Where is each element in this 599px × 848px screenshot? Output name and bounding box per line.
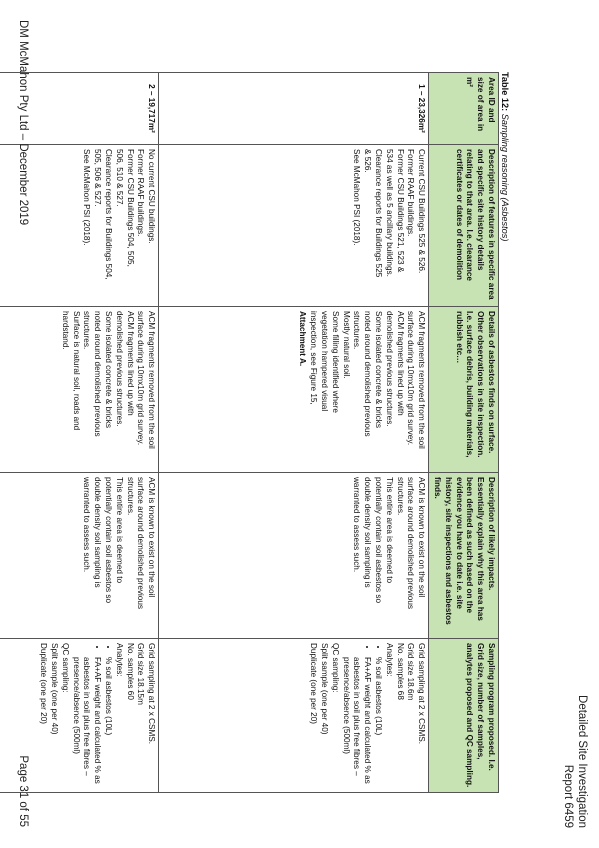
finds-line: Surface is natural soil, roads and xyxy=(71,311,81,431)
impacts-line: This entire area is deemed to xyxy=(384,477,394,584)
qc-line: QC sampling: xyxy=(60,643,70,693)
report-header xyxy=(561,695,589,828)
likely-impacts-cell xyxy=(159,473,429,639)
table-header-row xyxy=(429,73,499,793)
qc-line: Duplicate (one per 20) xyxy=(39,643,49,725)
table-row xyxy=(159,73,429,793)
table-caption-text: Sampling reasoning (Asbestos) xyxy=(500,113,510,242)
description-line: See McMahon PSI (2018). xyxy=(82,149,92,246)
footer-page-number: Page 31 of 55 xyxy=(17,755,29,827)
impacts-line: ACM is known to exist on the soil xyxy=(417,477,427,598)
sampling-line: No. samples 68 xyxy=(395,643,405,700)
impacts-line: structures. xyxy=(125,477,135,516)
sampling-line: Grid size 18.6m xyxy=(406,643,416,701)
likely-impacts-cell xyxy=(0,473,159,639)
impacts-line: double density soil sampling is xyxy=(363,477,373,588)
description-line: Former RAAF buildings. xyxy=(406,149,416,237)
finds-line: ACM fragments lined up with xyxy=(395,311,405,416)
sampling-line: No. samples 60 xyxy=(125,643,135,700)
area-description-cell xyxy=(159,145,429,307)
description-line: Former CSU Buildings 521, 523 & xyxy=(395,149,405,273)
qc-line: Split sample (one per 40) xyxy=(50,643,60,735)
sampling-program-cell xyxy=(159,639,429,793)
impacts-line: surface around demolished previous xyxy=(406,477,416,609)
asbestos-finds-cell xyxy=(0,307,159,473)
impacts-line: potentially contain soil asbestos so xyxy=(104,477,114,604)
description-line: Former CSU Buildings 504, 505, xyxy=(125,149,135,267)
impacts-line: warranted to assess such. xyxy=(82,477,92,573)
column-header-area: Area ID and size of area in m² xyxy=(429,73,499,145)
sampling-line: Analytes: xyxy=(114,643,124,677)
table-caption-label: Table 12: xyxy=(500,72,510,112)
impacts-line: surface around demolished previous xyxy=(136,477,146,609)
finds-line: Some filling identified where xyxy=(330,311,340,413)
description-line: Clearance reports for Buildings 525 xyxy=(374,149,384,278)
description-line: & 526. xyxy=(363,149,373,173)
area-id: 2 – 19,717m² xyxy=(0,73,159,145)
description-line: Former RAAF buildings. xyxy=(136,149,146,237)
impacts-line: potentially contain soil asbestos so xyxy=(374,477,384,604)
sampling-reasoning-table xyxy=(0,72,499,793)
sampling-line: Grid sampling at 2 x CSMS. xyxy=(147,643,157,745)
finds-line: Some isolated concrete & bricks xyxy=(104,311,114,428)
sampling-line: Grid size 18.15m xyxy=(136,643,146,705)
analytes-list xyxy=(340,643,383,788)
impacts-line: warranted to assess such. xyxy=(352,477,362,573)
finds-line: hardstand. xyxy=(60,311,70,350)
impacts-line: double density soil sampling is xyxy=(93,477,103,588)
qc-line: Duplicate (one per 20) xyxy=(309,643,319,725)
footer-company-date: DM McMahon Pty Ltd – December 2019 xyxy=(17,20,29,226)
column-header-finds: Details of asbestos finds on surface. Other observations in site inspection. I.e. surface debris, building materials, rubbish etc… xyxy=(429,307,499,473)
finds-line: inspection, see Figure 15, xyxy=(309,311,319,405)
impacts-line: This entire area is deemed to xyxy=(114,477,124,584)
analyte-item: • % soil asbestos (10L) xyxy=(372,657,383,788)
qc-line: QC sampling: xyxy=(330,643,340,693)
finds-line: ACM fragments lined up with xyxy=(125,311,135,416)
description-line: Clearance reports for Buildings 504, xyxy=(104,149,114,280)
finds-line: noted around demolished previous xyxy=(363,311,373,437)
column-header-impacts: Description of likely impacts. Essentially explain why this area has been defined as such based on the evidence you have to date i.e. site history, site inspections and asbestos finds. xyxy=(429,473,499,639)
finds-line: Mostly natural soil. xyxy=(341,311,351,379)
column-header-description: Description of features in specific area and specific site history details relating to that area. I.e. clearance certificates or dates of demolition xyxy=(429,145,499,307)
impacts-line: ACM is known to exist on the soil xyxy=(147,477,157,598)
description-line: See McMahon PSI (2018). xyxy=(352,149,362,246)
description-line: Current CSU Buildings 525 & 526. xyxy=(417,149,427,274)
finds-line: ACM fragments removed from the soil xyxy=(417,311,427,449)
impacts-line: structures. xyxy=(395,477,405,516)
finds-line: structures. xyxy=(82,311,92,350)
sampling-line: Grid sampling at 2 x CSMS. xyxy=(417,643,427,745)
attachment-reference: Attachment A. xyxy=(298,311,308,367)
finds-line: Some isolated concrete & bricks xyxy=(374,311,384,428)
description-line: 506, 510 & 527. xyxy=(114,149,124,207)
table-caption xyxy=(500,72,510,241)
finds-line: surface during 10mx10m grid survey. xyxy=(136,311,146,446)
description-line: 534 as well as 5 ancillary buildings. xyxy=(384,149,394,277)
finds-line: surface during 10mx10m grid survey. xyxy=(406,311,416,446)
finds-line: noted around demolished previous xyxy=(93,311,103,437)
sampling-line: Analytes: xyxy=(384,643,394,677)
report-title: Detailed Site Investigation xyxy=(576,695,588,828)
finds-line: demolished previous structures. xyxy=(384,311,394,427)
finds-line: ACM fragments removed from the soil xyxy=(147,311,157,449)
analyte-item: • % soil asbestos (10L) xyxy=(102,657,113,788)
qc-line: Split sample (one per 40) xyxy=(320,643,330,735)
area-id: 1 – 23,326m² xyxy=(159,73,429,145)
finds-line: structures. xyxy=(352,311,362,350)
finds-line: demolished previous structures. xyxy=(114,311,124,427)
column-header-sampling: Sampling program proposed. I.e. Grid size, number of samples, analytes proposed and QC sampling. xyxy=(429,639,499,793)
finds-line: vegetation hampered visual xyxy=(320,311,330,412)
analyte-item: • FA+AF weight and calculated % as asbestos in soil plus free fibres – presence/absence (500ml) xyxy=(340,657,372,788)
asbestos-finds-cell xyxy=(159,307,429,473)
report-number: Report 6459 xyxy=(562,764,574,828)
analyte-item: • FA+AF weight and calculated % as asbestos in soil plus free fibres – presence/absence (500ml) xyxy=(70,657,102,788)
description-line: 505, 506 & 527. xyxy=(93,149,103,207)
description-line: No current CSU buildings. xyxy=(147,149,157,244)
analytes-list xyxy=(70,643,113,788)
